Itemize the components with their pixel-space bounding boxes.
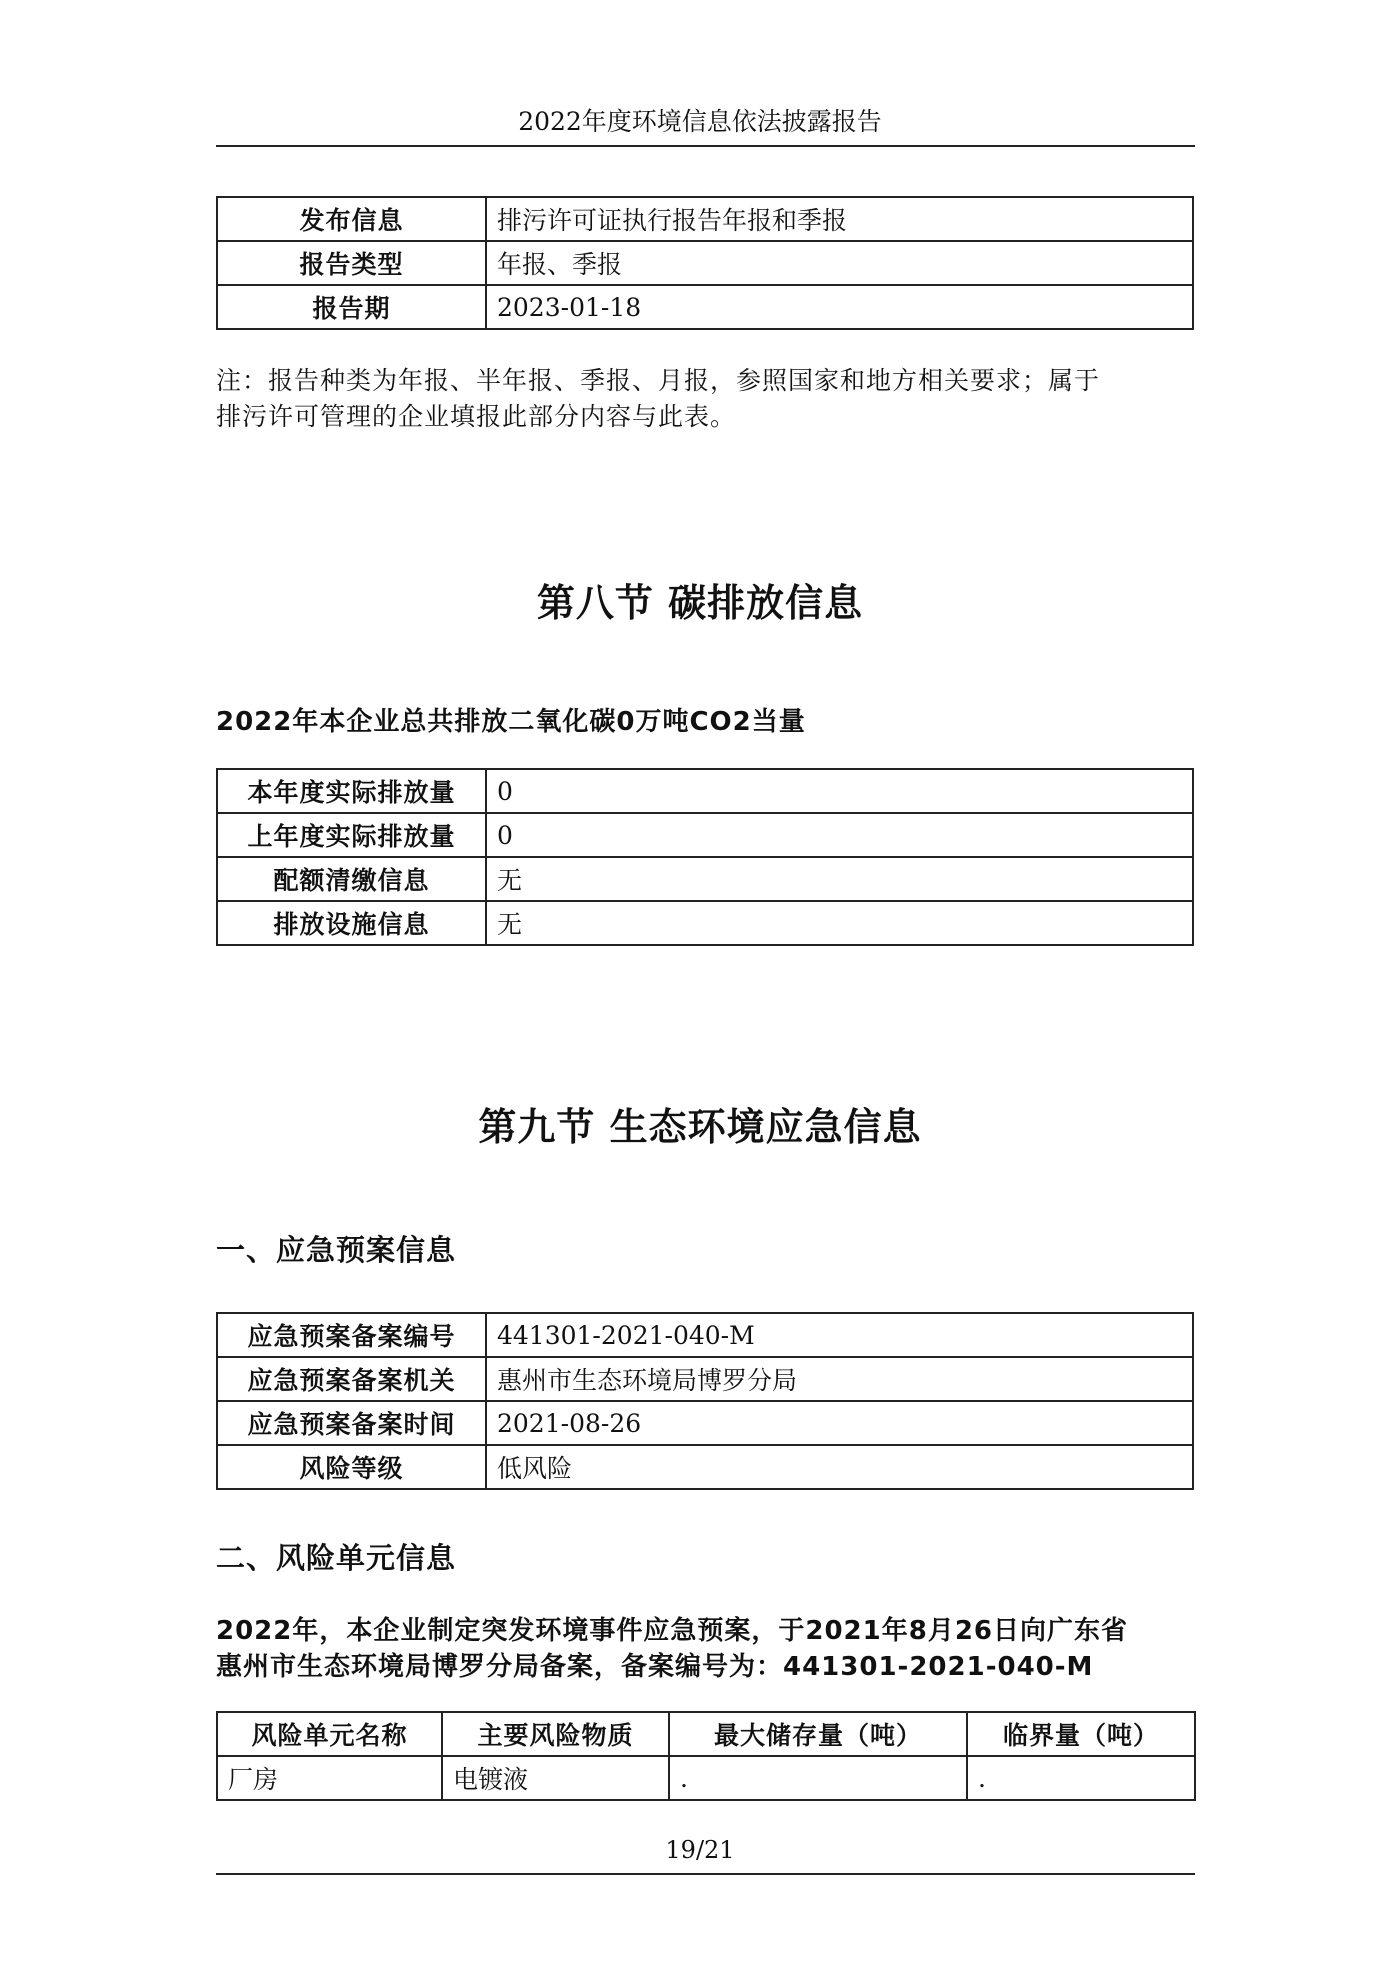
current-emission-value: 0: [486, 769, 1193, 813]
section8-title: 第八节 碳排放信息: [536, 581, 864, 625]
column-header: 风险单元名称: [217, 1712, 442, 1756]
table-cell: 厂房: [217, 1756, 442, 1800]
table-row: [217, 1445, 1193, 1489]
current-emission-label: 本年度实际排放量: [217, 769, 486, 813]
facility-info-label: 排放设施信息: [217, 901, 486, 945]
risk-unit-paragraph-line: 惠州市生态环境局博罗分局备案，备案编号为：441301-2021-040-M: [216, 1652, 1094, 1682]
table-row: [217, 1401, 1193, 1445]
header-divider: [216, 145, 1195, 147]
publish-info-label: 发布信息: [217, 197, 486, 241]
facility-info-value: 无: [486, 901, 1193, 945]
plan-record-date-value: 2021-08-26: [486, 1401, 1193, 1445]
table-row: [217, 1313, 1193, 1357]
section9-title: 第九节 生态环境应急信息: [478, 1105, 922, 1149]
plan-record-authority-value: 惠州市生态环境局博罗分局: [486, 1357, 1193, 1401]
quota-info-label: 配额清缴信息: [217, 857, 486, 901]
risk-unit-paragraph-line: 2022年，本企业制定突发环境事件应急预案，于2021年8月26日向广东省: [216, 1616, 1128, 1646]
table-row: [217, 241, 1193, 285]
emergency-plan-table: [216, 1312, 1194, 1490]
carbon-summary: 2022年本企业总共排放二氧化碳0万吨CO2当量: [216, 707, 806, 737]
publish-info-table: [216, 196, 1194, 330]
plan-record-number-value: 441301-2021-040-M: [486, 1313, 1193, 1357]
table-row: [217, 857, 1193, 901]
table-row: [217, 1357, 1193, 1401]
publish-note: [216, 363, 1196, 435]
report-type-label: 报告类型: [217, 241, 486, 285]
carbon-table: [216, 768, 1194, 946]
previous-emission-label: 上年度实际排放量: [217, 813, 486, 857]
column-header: 临界量（吨）: [967, 1712, 1195, 1756]
table-row: [217, 197, 1193, 241]
column-header: 最大储存量（吨）: [669, 1712, 967, 1756]
risk-unit-paragraph: [216, 1613, 1196, 1685]
publish-note-line: 排污许可管理的企业填报此部分内容与此表。: [216, 402, 737, 431]
page-number: 19/21: [665, 1836, 735, 1864]
plan-record-number-label: 应急预案备案编号: [217, 1313, 486, 1357]
quota-info-value: 无: [486, 857, 1193, 901]
table-row: [217, 769, 1193, 813]
plan-record-authority-label: 应急预案备案机关: [217, 1357, 486, 1401]
previous-emission-value: 0: [486, 813, 1193, 857]
report-period-label: 报告期: [217, 285, 486, 329]
table-header-row: [217, 1712, 1195, 1756]
report-header-title: 2022年度环境信息依法披露报告: [518, 107, 882, 136]
table-row: [217, 901, 1193, 945]
risk-level-value: 低风险: [486, 1445, 1193, 1489]
report-type-value: 年报、季报: [486, 241, 1193, 285]
subheading-emergency-plan: 一、应急预案信息: [216, 1233, 457, 1267]
subheading-risk-units: 二、风险单元信息: [216, 1541, 457, 1575]
risk-unit-table: [216, 1711, 1196, 1801]
table-row: [217, 813, 1193, 857]
column-header: 主要风险物质: [442, 1712, 669, 1756]
table-cell: .: [967, 1756, 1195, 1800]
plan-record-date-label: 应急预案备案时间: [217, 1401, 486, 1445]
table-cell: .: [669, 1756, 967, 1800]
risk-level-label: 风险等级: [217, 1445, 486, 1489]
footer-divider: [216, 1873, 1195, 1875]
table-row: [217, 1756, 1195, 1800]
publish-note-line: 注：报告种类为年报、半年报、季报、月报，参照国家和地方相关要求；属于: [216, 366, 1101, 395]
publish-info-value: 排污许可证执行报告年报和季报: [486, 197, 1193, 241]
table-cell: 电镀液: [442, 1756, 669, 1800]
report-period-value: 2023-01-18: [486, 285, 1193, 329]
table-row: [217, 285, 1193, 329]
